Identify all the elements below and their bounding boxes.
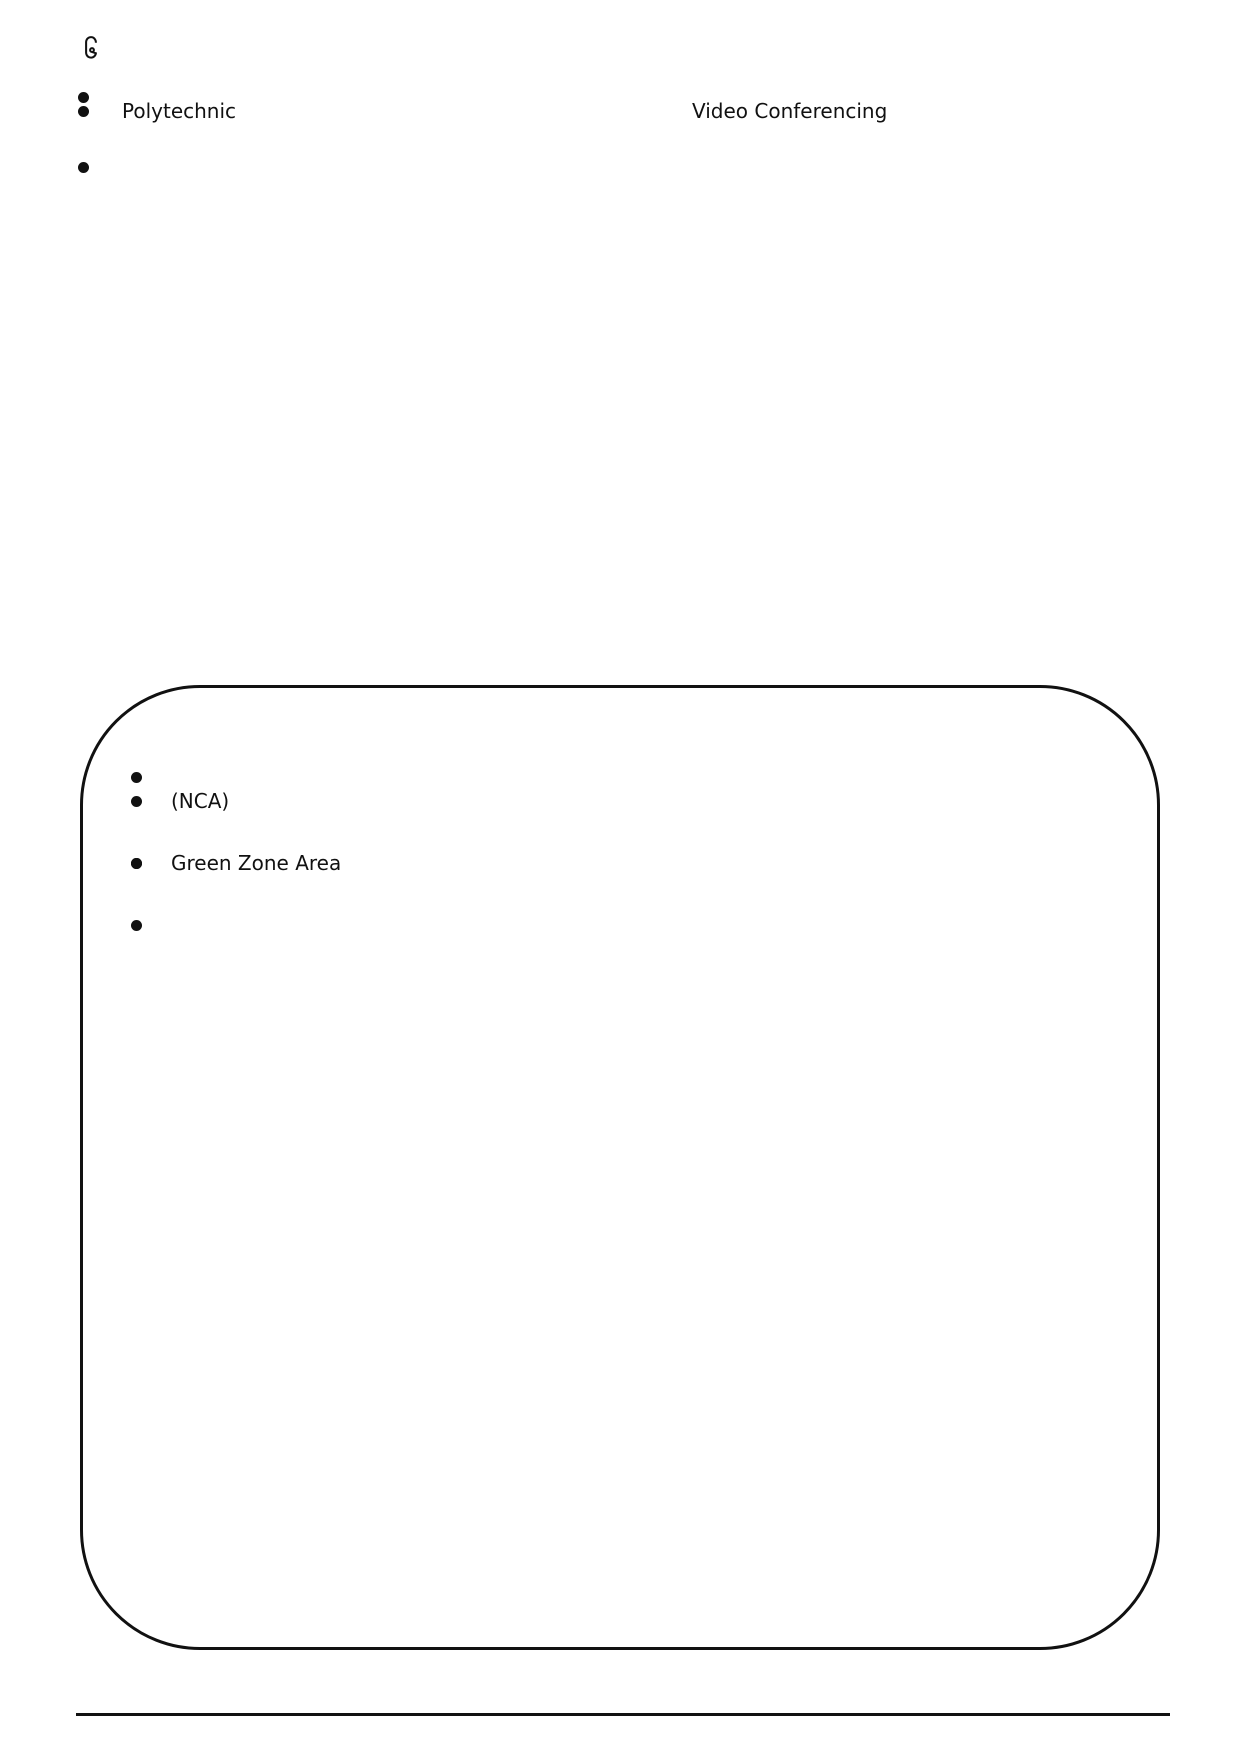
bullet-icon xyxy=(78,162,89,173)
bullet-icon xyxy=(131,920,142,931)
box-item-5 xyxy=(131,844,1131,882)
left-bullet-2-text: Polytechnic xyxy=(122,99,237,123)
bullet-icon xyxy=(131,796,142,807)
box-item-2-text: (NCA) xyxy=(171,789,230,813)
left-bullet-2 xyxy=(78,90,618,132)
page-number: ၆ xyxy=(84,36,98,64)
highlight-box xyxy=(80,685,1160,1650)
right-column xyxy=(628,76,1164,146)
left-column xyxy=(78,76,618,146)
bottom-rule xyxy=(76,1713,1170,1716)
right-paragraph-2: Video Conferencing xyxy=(692,99,888,123)
box-item-5-text: Green Zone Area xyxy=(171,851,342,875)
bullet-icon xyxy=(131,858,142,869)
highlight-box-list xyxy=(131,758,1131,906)
bullet-icon xyxy=(78,106,89,117)
box-item-2 xyxy=(131,782,1131,820)
